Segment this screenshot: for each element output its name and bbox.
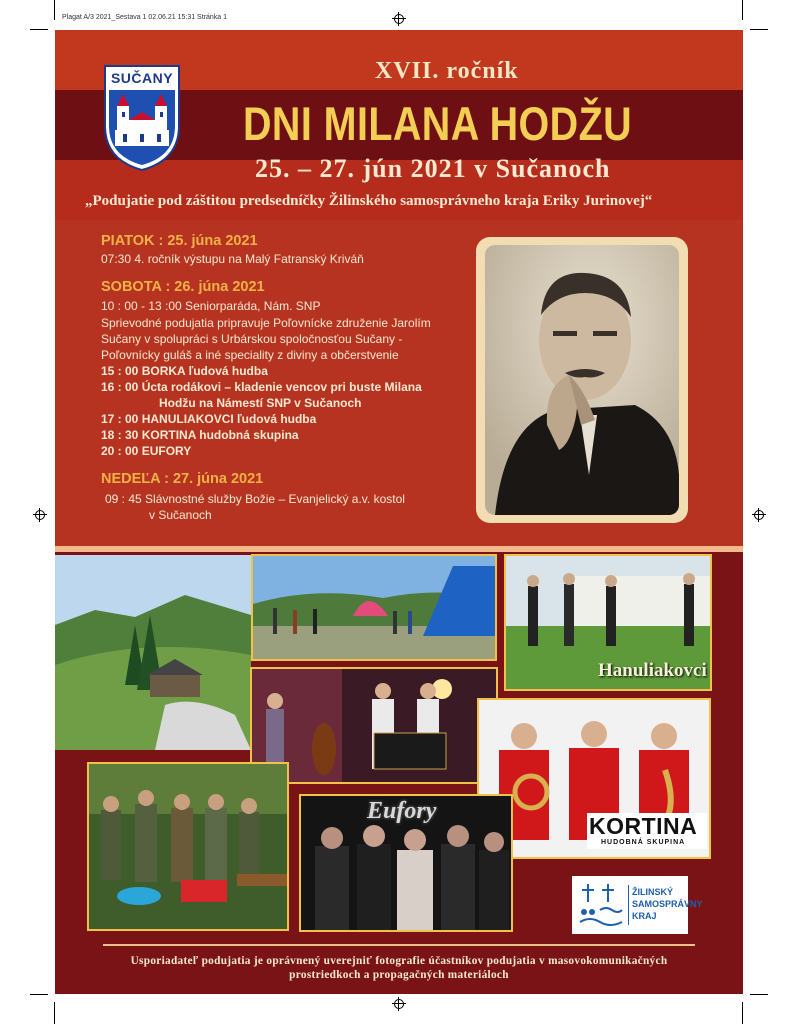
zsk-emblem-icon [576, 880, 626, 930]
footer-line-2: prostriedkoch a propagačných materiáloch [289, 969, 509, 981]
milan-hodza-portrait [485, 245, 679, 515]
saturday-heading: SOBOTA : 26. júna 2021 [101, 279, 265, 295]
eufory-logo: Eufory [367, 798, 437, 824]
hanuliakovci-label: Hanuliakovci [598, 660, 707, 681]
saturday-item: 16 : 00 Úcta rodákovi – kladenie vencov pri buste Milana [101, 380, 422, 394]
kortina-logo [587, 813, 707, 849]
footer-rule [103, 944, 695, 946]
sunday-item: 09 : 45 Slávnostné služby Božie – Evanjelický a.v. kostol [105, 492, 405, 506]
saturday-item: Sprievodné podujatia pripravuje Poľovnícke združenie Jarolím [101, 316, 431, 330]
saturday-item: 15 : 00 BORKA ľudová hudba [101, 364, 268, 378]
friday-heading: PIATOK : 25. júna 2021 [101, 233, 258, 249]
photo-eufory [299, 794, 513, 932]
sunday-item: v Sučanoch [149, 508, 212, 522]
saturday-item: 10 : 00 - 13 :00 Seniorparáda, Nám. SNP [101, 299, 321, 313]
sucany-coat-of-arms [103, 64, 181, 172]
saturday-item: 18 : 30 KORTINA hudobná skupina [101, 428, 299, 442]
crop-mark [54, 1002, 55, 1024]
crop-mark [30, 29, 48, 30]
edition-label: XVII. ročník [375, 58, 519, 84]
crop-mark [750, 29, 768, 30]
saturday-item: 20 : 00 EUFORY [101, 444, 192, 458]
crop-mark [750, 994, 768, 995]
crest-label: SUČANY [110, 70, 174, 86]
footer-line-1: Usporiadateľ podujatia je oprávnený uverejniť fotografie účastníkov podujatia v masovokomunikačných [130, 955, 668, 967]
mountain-image [55, 555, 251, 750]
print-slug: Plagat A/3 2021_Sestava 1 02.06.21 15:31 Stránka 1 [62, 14, 228, 21]
kortina-logo-text: KORTINA [589, 813, 698, 839]
registration-mark-left [33, 508, 47, 522]
registration-mark-bottom [392, 997, 406, 1011]
saturday-item: Poľovnícky guláš a iné speciality z diviny a občerstvenie [101, 348, 399, 362]
friday-item: 07:30 4. ročník výstupu na Malý Fatranský Kriváň [101, 252, 364, 266]
saturday-item: 17 : 00 HANULIAKOVCI ľudová hudba [101, 412, 317, 426]
sunday-heading: NEDEĽA : 27. júna 2021 [101, 471, 264, 487]
crop-mark [742, 1002, 743, 1024]
parade-image [253, 556, 495, 659]
kortina-subtitle: HUDOBNÁ SKUPINA [601, 839, 686, 846]
event-title: DNI MILANA HODŽU [243, 97, 633, 150]
photo-mountain-landscape [55, 555, 251, 750]
zsk-line-1: ŽILINSKÝ [632, 887, 674, 897]
hunters-image [89, 764, 287, 929]
portrait-image [485, 245, 679, 515]
registration-mark-top [392, 12, 406, 26]
saturday-item: Hodžu na Námestí SNP v Sučanoch [159, 396, 362, 410]
event-dates: 25. – 27. jún 2021 v Sučanoch [255, 154, 611, 183]
poster [55, 30, 743, 994]
photo-hunters-cooking [87, 762, 289, 931]
zsk-divider [628, 885, 629, 925]
crop-mark [54, 0, 55, 20]
zsk-line-3: KRAJ [632, 911, 657, 921]
photo-hanuliakovci [504, 554, 712, 691]
patronage-line: „Podujatie pod záštitou predsedníčky Žilinského samosprávneho kraja Eriky Jurinovej“ [85, 193, 653, 209]
footer-note [95, 954, 703, 982]
saturday-item: Sučany v spolupráci s Urbárskou spoločnosťou Sučany - [101, 332, 403, 346]
zsk-line-2: SAMOSPRÁVNY [632, 899, 703, 909]
photo-senior-parade [251, 554, 497, 661]
registration-mark-right [752, 508, 766, 522]
crop-mark [742, 0, 743, 20]
zilina-region-logo [572, 876, 703, 934]
crop-mark [30, 994, 48, 995]
